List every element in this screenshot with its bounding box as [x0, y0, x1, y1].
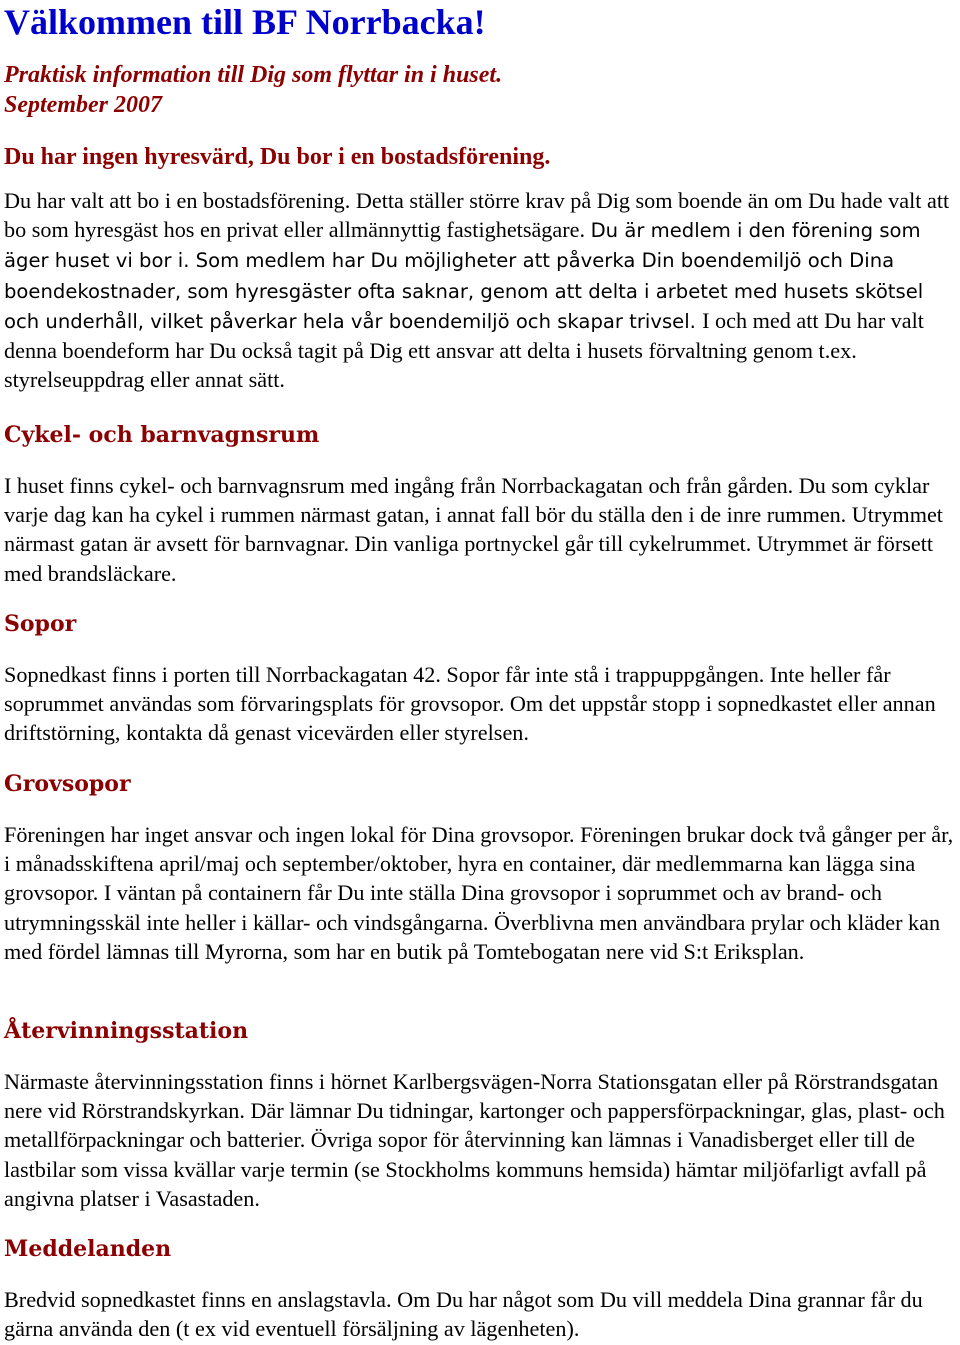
lead-heading: Du har ingen hyresvärd, Du bor i en bostadsförening. [4, 144, 551, 170]
section-heading-atervinning: Återvinningsstation [4, 1018, 249, 1044]
section-meddelanden [4, 1234, 956, 1343]
section-heading-sopor: Sopor [4, 611, 77, 637]
section-text-meddelanden: Bredvid sopnedkastet finns en anslagstavla. Om Du har något som Du vill meddela Dina grannar får du gärna använda den (t ex vid eventuell försäljning av lägenheten). [4, 1287, 923, 1342]
section-grovsopor [4, 769, 956, 966]
section-text-grovsopor: Föreningen har inget ansvar och ingen lokal för Dina grovsopor. Föreningen brukar dock två gånger per år, i månadsskiftena april/maj och september/oktober, hyra en container, där medlemmarna kan lägga sina grovsopor. I väntan på containern får Du inte ställa Dina grovsopor i soprummet och av brand- och utrymningsskäl inte heller i källar- och vindsgångarna. Överblivna men användbara prylar och kläder kan med fördel lämnas till Myrorna, som har en butik på Tomtebogatan nere vid S:t Eriksplan. [4, 822, 954, 964]
section-sopor [4, 609, 956, 748]
intro-text-3: Som medlem har Du möjligheter att påverka Din boendemiljö och Dina boendekostnader, som hyresgäster ofta saknar, genom att delta i arbetet med husets skötsel och underhåll, vilket påverkar hela vår boendemiljö och skapar trivsel. [4, 249, 924, 333]
section-heading-grovsopor: Grovsopor [4, 771, 131, 797]
section-heading-meddelanden: Meddelanden [4, 1236, 172, 1262]
intro-text-4: I och med att Du har valt denna boendeform har Du också tagit på Dig ett ansvar att delta i husets förvaltning genom t.ex. styrelseuppdrag eller annat sätt. [4, 307, 924, 393]
subtitle [4, 60, 956, 120]
intro-paragraph [4, 186, 956, 394]
section-atervinning [4, 1016, 956, 1213]
section-heading-cykel: Cykel- och barnvagnsrum [4, 422, 320, 448]
section-text-sopor: Sopnedkast finns i porten till Norrbackagatan 42. Sopor får inte stå i trappuppgången. Inte heller får soprummet användas som förvaringsplats för grovsopor. Om det uppstår stopp i sopnedkastet eller annan driftstörning, kontakta då genast vicevärden eller styrelsen. [4, 662, 936, 746]
page-title: Välkommen till BF Norrbacka! [4, 2, 486, 42]
intro-text-1: Du har valt att bo i en bostadsförening. Detta ställer större krav på Dig som boende än om Du hade valt att bo som hyresgäst hos en privat eller allmännyttig fastighetsägare. [4, 188, 950, 243]
document-page [4, 0, 956, 1342]
subtitle-line-1: Praktisk information till Dig som flyttar in i huset. [4, 62, 503, 88]
section-text-atervinning: Närmaste återvinningsstation finns i hörnet Karlbergsvägen-Norra Stationsgatan eller på Rörstrandsgatan nere vid Rörstrandskyrkan. Där lämnar Du tidningar, kartonger och pappersförpackningar, glas, plast- och metallförpackningar och batterier. Övriga sopor för återvinning kan lämnas i Vanadisberget eller till de lastbilar som vissa kvällar varje termin (se Stockholms kommuns hemsida) hämtar miljöfarligt avfall på angivna platser i Vasastaden. [4, 1069, 945, 1211]
section-text-cykel: I huset finns cykel- och barnvagnsrum med ingång från Norrbackagatan och från gården. Du som cyklar varje dag kan ha cykel i rummen närmast gatan, i annat fall bör du ställa den i de inre rummen. Utrymmet närmast gatan är avsett för barnvagnar. Din vanliga portnyckel går till cykelrummet. Utrymmet är försett med brandsläckare. [4, 473, 943, 586]
subtitle-line-2: September 2007 [4, 92, 162, 118]
intro-text-2: Du är medlem i den förening som äger huset vi bor i. [4, 219, 921, 273]
section-cykel [4, 420, 956, 588]
